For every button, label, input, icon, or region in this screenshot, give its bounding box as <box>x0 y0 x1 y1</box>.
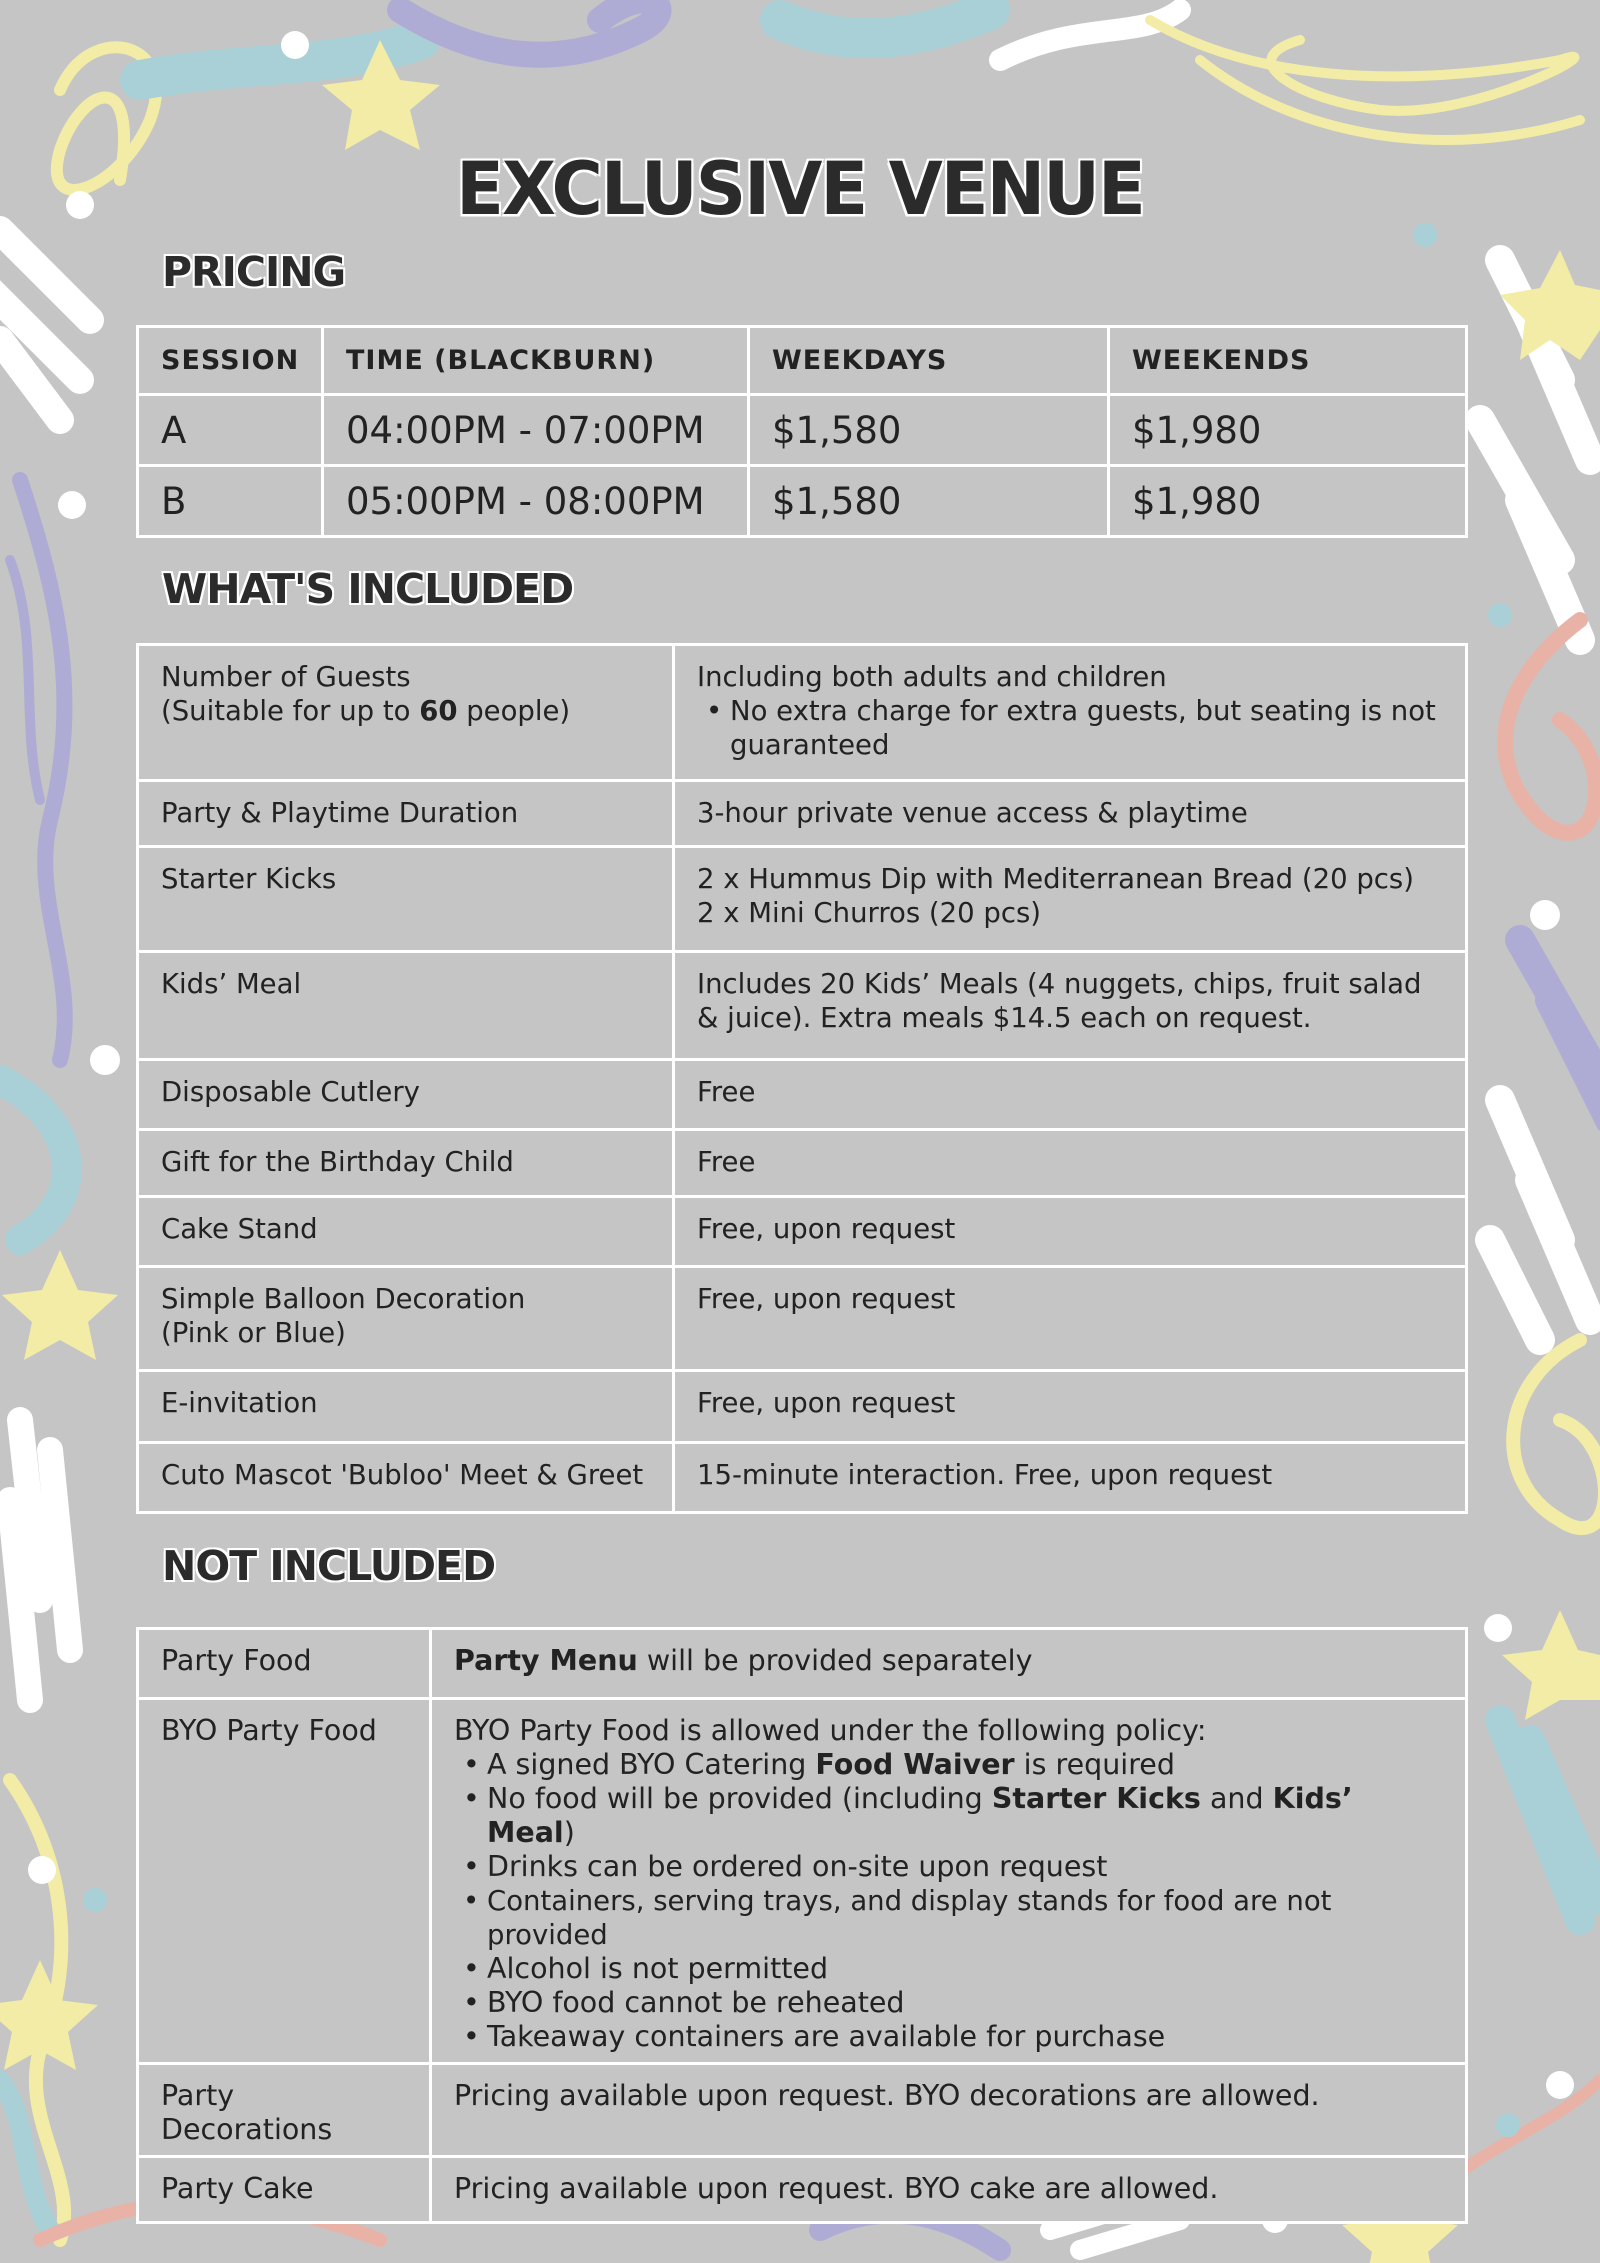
detail-cell: 3-hour private venue access & playtime <box>674 781 1467 847</box>
detail-cell: 15-minute interaction. Free, upon request <box>674 1443 1467 1513</box>
item-cell: Starter Kicks <box>138 847 674 952</box>
weekend-price-cell: $1,980 <box>1109 395 1467 466</box>
table-row <box>138 1443 1467 1513</box>
column-header: WEEKENDS <box>1109 327 1467 395</box>
table-row <box>138 2157 1467 2223</box>
detail-cell: Pricing available upon request. BYO cake are allowed. <box>431 2157 1467 2223</box>
column-header: TIME (BLACKBURN) <box>323 327 749 395</box>
included-heading: WHAT'S INCLUDED <box>162 565 574 613</box>
pricing-heading: PRICING <box>162 248 346 296</box>
included-table <box>136 643 1468 1514</box>
detail-cell: Party Menu will be provided separately <box>431 1629 1467 1699</box>
session-cell: A <box>138 395 323 466</box>
list-item: • Drinks can be ordered on-site upon request <box>487 1850 1443 1884</box>
detail-cell: Includes 20 Kids’ Meals (4 nuggets, chips, fruit salad & juice). Extra meals $14.5 each on request. <box>674 952 1467 1060</box>
table-row <box>138 1371 1467 1443</box>
item-cell: E-invitation <box>138 1371 674 1443</box>
list-item: • Containers, serving trays, and display stands for food are not provided <box>487 1884 1443 1952</box>
table-row <box>138 781 1467 847</box>
not-included-heading: NOT INCLUDED <box>162 1542 496 1590</box>
weekday-price-cell: $1,580 <box>749 466 1109 537</box>
table-row <box>138 645 1467 781</box>
list-item: • Alcohol is not permitted <box>487 1952 1443 1986</box>
session-cell: B <box>138 466 323 537</box>
item-cell: Party Cake <box>138 2157 431 2223</box>
detail-cell: Free, upon request <box>674 1371 1467 1443</box>
pricing-table <box>136 325 1468 538</box>
item-cell: Disposable Cutlery <box>138 1060 674 1130</box>
time-cell: 04:00PM - 07:00PM <box>323 395 749 466</box>
detail-cell: Including both adults and children • No extra charge for extra guests, but seating is not guaranteed <box>674 645 1467 781</box>
table-row <box>138 1197 1467 1267</box>
list-item: • No extra charge for extra guests, but seating is not guaranteed <box>730 694 1443 762</box>
detail-cell: 2 x Hummus Dip with Mediterranean Bread (20 pcs) 2 x Mini Churros (20 pcs) <box>674 847 1467 952</box>
table-row <box>138 466 1467 537</box>
time-cell: 05:00PM - 08:00PM <box>323 466 749 537</box>
list-item: • A signed BYO Catering Food Waiver is required <box>487 1748 1443 1782</box>
item-cell <box>138 645 674 781</box>
item-cell: Cuto Mascot 'Bubloo' Meet & Greet <box>138 1443 674 1513</box>
item-cell: Party Food <box>138 1629 431 1699</box>
item-label: Number of Guests <box>161 661 411 693</box>
table-row <box>138 2064 1467 2157</box>
item-cell: Simple Balloon Decoration (Pink or Blue) <box>138 1267 674 1371</box>
detail-cell: Free, upon request <box>674 1197 1467 1267</box>
detail-cell: Free, upon request <box>674 1267 1467 1371</box>
table-row <box>138 1060 1467 1130</box>
table-row <box>138 1130 1467 1197</box>
item-cell: BYO Party Food <box>138 1699 431 2064</box>
detail-cell: Pricing available upon request. BYO decorations are allowed. <box>431 2064 1467 2157</box>
item-cell: Gift for the Birthday Child <box>138 1130 674 1197</box>
table-row <box>138 1267 1467 1371</box>
item-cell: Party & Playtime Duration <box>138 781 674 847</box>
weekend-price-cell: $1,980 <box>1109 466 1467 537</box>
item-sublabel: (Suitable for up to 60 people) <box>161 695 571 727</box>
item-cell: Cake Stand <box>138 1197 674 1267</box>
column-header: WEEKDAYS <box>749 327 1109 395</box>
detail-cell: BYO Party Food is allowed under the following policy: • A signed BYO Catering Food Waiver is required • No food will be provided (including Starter Kicks and Kids’ Meal) • Drinks can be ordered on-site upon request • Containers, serving trays, and display stands for food are not provided • Alcohol is not permitted • BYO food cannot be reheated • Takeaway containers are available for purchase <box>431 1699 1467 2064</box>
page-title: EXCLUSIVE VENUE <box>456 145 1144 233</box>
column-header: SESSION <box>138 327 323 395</box>
list-item: • Takeaway containers are available for purchase <box>487 2020 1443 2054</box>
item-cell: Kids’ Meal <box>138 952 674 1060</box>
weekday-price-cell: $1,580 <box>749 395 1109 466</box>
list-item: • No food will be provided (including Starter Kicks and Kids’ Meal) <box>487 1782 1443 1850</box>
list-item: • BYO food cannot be reheated <box>487 1986 1443 2020</box>
table-row <box>138 1699 1467 2064</box>
not-included-table <box>136 1627 1468 2224</box>
table-row <box>138 847 1467 952</box>
table-header-row <box>138 327 1467 395</box>
table-row <box>138 1629 1467 1699</box>
item-cell: Party Decorations <box>138 2064 431 2157</box>
detail-cell: Free <box>674 1060 1467 1130</box>
table-row <box>138 952 1467 1060</box>
detail-cell: Free <box>674 1130 1467 1197</box>
table-row <box>138 395 1467 466</box>
